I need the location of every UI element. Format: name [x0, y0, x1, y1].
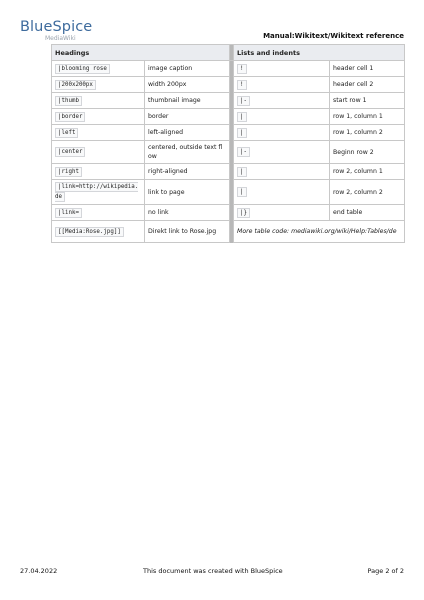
table-syntax-code-cell	[234, 109, 330, 125]
table-syntax-description: row 2, column 1	[330, 164, 405, 180]
table-syntax-description: row 2, column 2	[330, 180, 405, 205]
image-syntax-description: right-aligned	[145, 164, 230, 180]
image-syntax-code-cell	[52, 61, 145, 77]
image-syntax-code-cell	[52, 180, 145, 205]
image-syntax-code-cell	[52, 205, 145, 221]
table-row	[52, 141, 405, 164]
image-syntax-description: thumbnail image	[145, 93, 230, 109]
image-syntax-code: |right	[55, 167, 82, 177]
table-syntax-code-cell	[234, 205, 330, 221]
table-syntax-description: row 1, column 2	[330, 125, 405, 141]
table-row	[52, 221, 405, 243]
table-syntax-code: |	[237, 112, 247, 122]
image-syntax-code: |border	[55, 112, 85, 122]
more-table-code-note: More table code: mediawiki.org/wiki/Help:Tables/de	[234, 221, 405, 243]
table-row	[52, 180, 405, 205]
table-syntax-description: Beginn row 2	[330, 141, 405, 164]
table-row	[52, 93, 405, 109]
image-syntax-code-cell	[52, 141, 145, 164]
table-row	[52, 61, 405, 77]
table-row	[52, 205, 405, 221]
image-syntax-code-cell	[52, 93, 145, 109]
table-row	[52, 77, 405, 93]
media-link-code: [[Media:Rose.jpg]]	[55, 227, 124, 237]
table-syntax-code: |	[237, 187, 247, 197]
logo-sub-text: MediaWiki	[45, 35, 76, 42]
table-syntax-code: |-	[237, 147, 250, 157]
table-syntax-description: header cell 1	[330, 61, 405, 77]
image-syntax-description: width 200px	[145, 77, 230, 93]
page-title: Manual:Wikitext/Wikitext reference	[263, 32, 404, 40]
table-syntax-description: row 1, column 1	[330, 109, 405, 125]
table-header-row	[52, 45, 405, 61]
image-syntax-code: |center	[55, 147, 85, 157]
table-syntax-description: start row 1	[330, 93, 405, 109]
image-syntax-code-cell	[52, 77, 145, 93]
footer-center-text: This document was created with BlueSpice	[143, 567, 283, 575]
table-syntax-code: |-	[237, 96, 250, 106]
table-syntax-code-cell	[234, 164, 330, 180]
image-syntax-description: centered, outside text flow	[145, 141, 230, 164]
table-syntax-code-cell	[234, 125, 330, 141]
table-syntax-description: header cell 2	[330, 77, 405, 93]
image-syntax-code-cell	[52, 109, 145, 125]
image-syntax-code: |link=	[55, 208, 82, 218]
table-row	[52, 125, 405, 141]
table-syntax-code-cell	[234, 141, 330, 164]
media-link-description: Direkt link to Rose.jpg	[145, 221, 230, 243]
image-syntax-description: left-aligned	[145, 125, 230, 141]
footer-page-number: Page 2 of 2	[367, 567, 404, 575]
footer-date: 27.04.2022	[20, 567, 58, 575]
media-link-code-cell	[52, 221, 145, 243]
image-syntax-description: link to page	[145, 180, 230, 205]
image-syntax-code-cell	[52, 164, 145, 180]
table-row	[52, 164, 405, 180]
table-syntax-code-cell	[234, 77, 330, 93]
table-syntax-code: |}	[237, 208, 250, 218]
image-syntax-code: |200x200px	[55, 80, 96, 90]
table-row	[52, 109, 405, 125]
logo-main-text: BlueSpice	[20, 19, 93, 35]
image-syntax-description: image caption	[145, 61, 230, 77]
image-syntax-code: |blooming rose	[55, 64, 110, 74]
image-syntax-description: no link	[145, 205, 230, 221]
image-syntax-code-cell	[52, 125, 145, 141]
image-syntax-code: |thumb	[55, 96, 82, 106]
table-syntax-code: !	[237, 64, 247, 74]
image-syntax-code: |left	[55, 128, 78, 138]
table-syntax-code: |	[237, 128, 247, 138]
heading-lists-and-indents: Lists and indents	[234, 45, 405, 61]
wikitext-reference-table	[51, 44, 405, 243]
table-syntax-code-cell	[234, 93, 330, 109]
table-syntax-code-cell	[234, 61, 330, 77]
table-syntax-code: !	[237, 80, 247, 90]
image-syntax-description: border	[145, 109, 230, 125]
image-syntax-code: |link=http://wikipedia.de	[55, 184, 139, 200]
table-syntax-code-cell	[234, 180, 330, 205]
heading-headings: Headings	[52, 45, 230, 61]
table-syntax-code: |	[237, 167, 247, 177]
table-syntax-description: end table	[330, 205, 405, 221]
bluespice-logo	[20, 19, 93, 45]
